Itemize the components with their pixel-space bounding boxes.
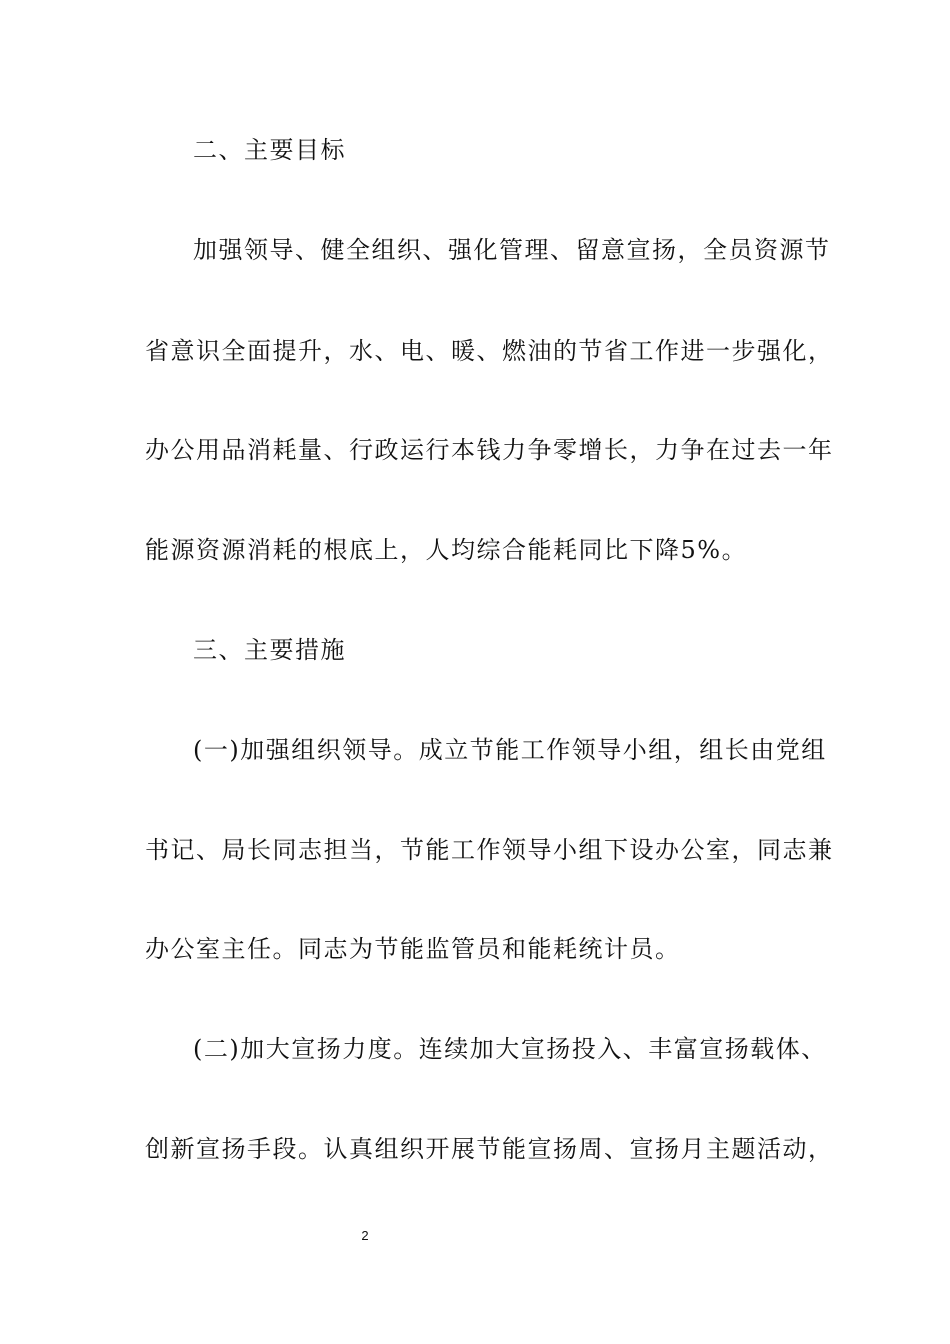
page-number: 2: [361, 1228, 369, 1243]
section-heading-goals: 二、主要目标: [193, 136, 346, 164]
paragraph-line: 办公室主任。同志为节能监管员和能耗统计员。: [145, 935, 681, 963]
paragraph-line: 书记、局长同志担当，节能工作领导小组下设办公室，同志兼: [145, 836, 834, 864]
paragraph-line: 加强领导、健全组织、强化管理、留意宣扬，全员资源节: [193, 236, 831, 264]
paragraph-line: 能源资源消耗的根底上，人均综合能耗同比下降5%。: [145, 536, 748, 564]
paragraph-line: (一)加强组织领导。成立节能工作领导小组，组长由党组: [193, 736, 827, 764]
paragraph-line: 办公用品消耗量、行政运行本钱力争零增长，力争在过去一年: [145, 436, 834, 464]
paragraph-line: 省意识全面提升，水、电、暖、燃油的节省工作进一步强化，: [145, 337, 834, 365]
section-heading-measures: 三、主要措施: [193, 636, 346, 664]
paragraph-line: (二)加大宣扬力度。连续加大宣扬投入、丰富宣扬载体、: [193, 1035, 827, 1063]
paragraph-line: 创新宣扬手段。认真组织开展节能宣扬周、宣扬月主题活动，: [145, 1135, 834, 1163]
